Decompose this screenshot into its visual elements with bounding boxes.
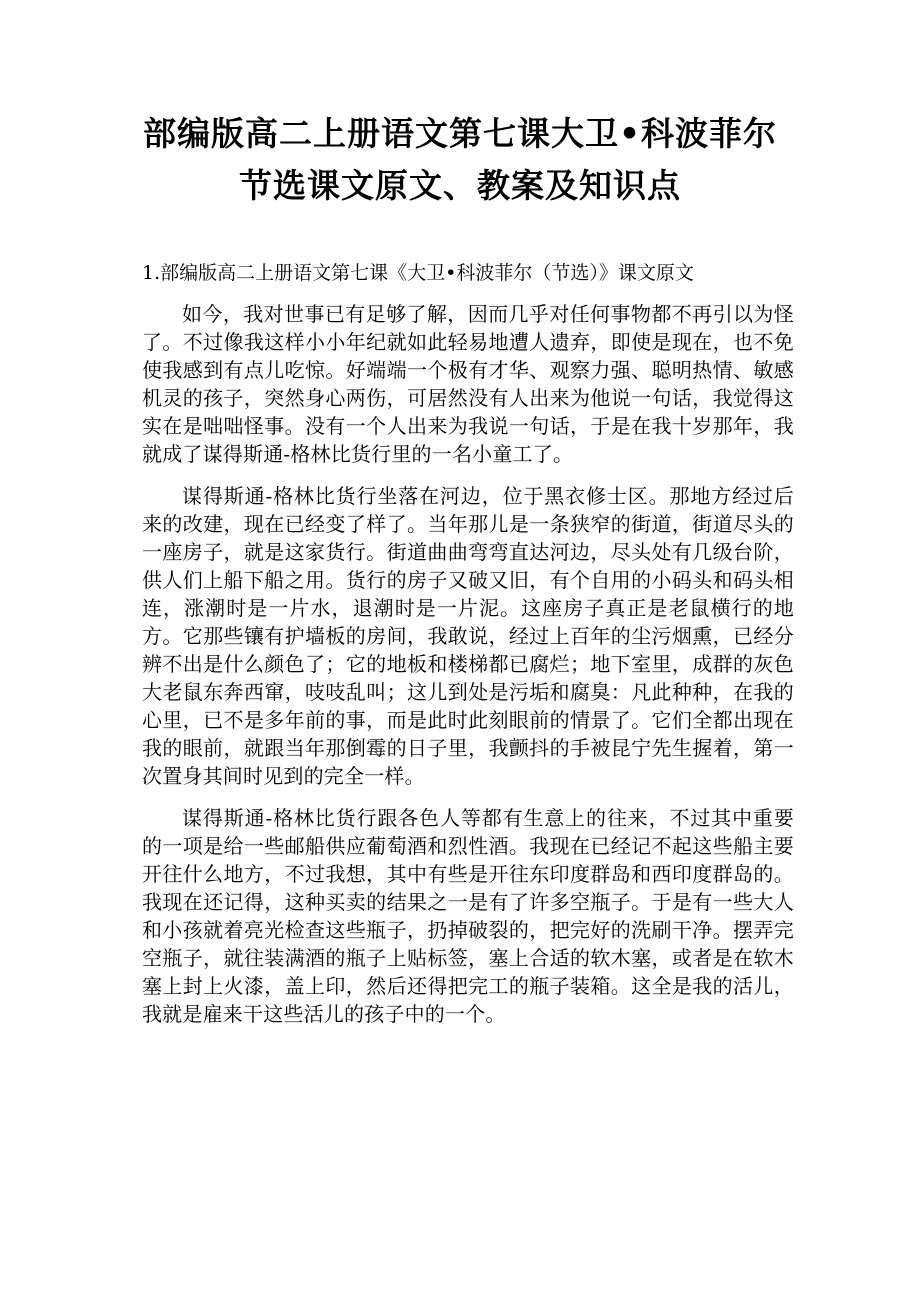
section-heading: 1.部编版高二上册语文第七课《大卫•科波菲尔（节选）》课文原文	[142, 262, 694, 284]
document-title-line-1: 部编版高二上册语文第七课大卫•科波菲尔	[142, 114, 778, 153]
paragraph-3: 谋得斯通-格林比货行跟各色人等都有生意上的往来，不过其中重要的一项是给一些邮船供应葡萄酒和烈性酒。我现在已经记不起这些船主要开往什么地方，不过我想，其中有些是开往东印度群岛和西印度群岛的。我现在还记得，这种买卖的结果之一是有了许多空瓶子。于是有一些大人和小孩就着亮光检查这些瓶子，扔掉破裂的，把完好的洗刷干净。摆弄完空瓶子，就往装满酒的瓶子上贴标签，塞上合适的软木塞，或者是在软木塞上封上火漆，盖上印，然后还得把完工的瓶子装箱。这全是我的活儿，我就是雇来干这些活儿的孩子中的一个。	[142, 806, 794, 1026]
body-text	[142, 300, 794, 1042]
document-title	[100, 108, 820, 212]
paragraph-1: 如今，我对世事已有足够了解，因而几乎对任何事物都不再引以为怪了。不过像我这样小小年纪就如此轻易地遭人遗弃，即使是现在，也不免使我感到有点儿吃惊。好端端一个极有才华、观察力强、聪明热情、敏感机灵的孩子，突然身心两伤，可居然没有人出来为他说一句话，我觉得这实在是咄咄怪事。没有一个人出来为我说一句话，于是在我十岁那年，我就成了谋得斯通-格林比货行里的一名小童工了。	[142, 302, 794, 466]
paragraph-2: 谋得斯通-格林比货行坐落在河边，位于黑衣修士区。那地方经过后来的改建，现在已经变了样了。当年那儿是一条狭窄的街道，街道尽头的一座房子，就是这家货行。街道曲曲弯弯直达河边，尽头处有几级台阶，供人们上船下船之用。货行的房子又破又旧，有个自用的小码头和码头相连，涨潮时是一片水，退潮时是一片泥。这座房子真正是老鼠横行的地方。它那些镶有护墙板的房间，我敢说，经过上百年的尘污烟熏，已经分辨不出是什么颜色了；它的地板和楼梯都已腐烂；地下室里，成群的灰色大老鼠东奔西窜，吱吱乱叫；这儿到处是污垢和腐臭：凡此种种，在我的心里，已不是多年前的事，而是此时此刻眼前的情景了。它们全都出现在我的眼前，就跟当年那倒霉的日子里，我颤抖的手被昆宁先生握着，第一次置身其间时见到的完全一样。	[142, 484, 794, 788]
document-title-line-2: 节选课文原文、教案及知识点	[239, 166, 681, 205]
